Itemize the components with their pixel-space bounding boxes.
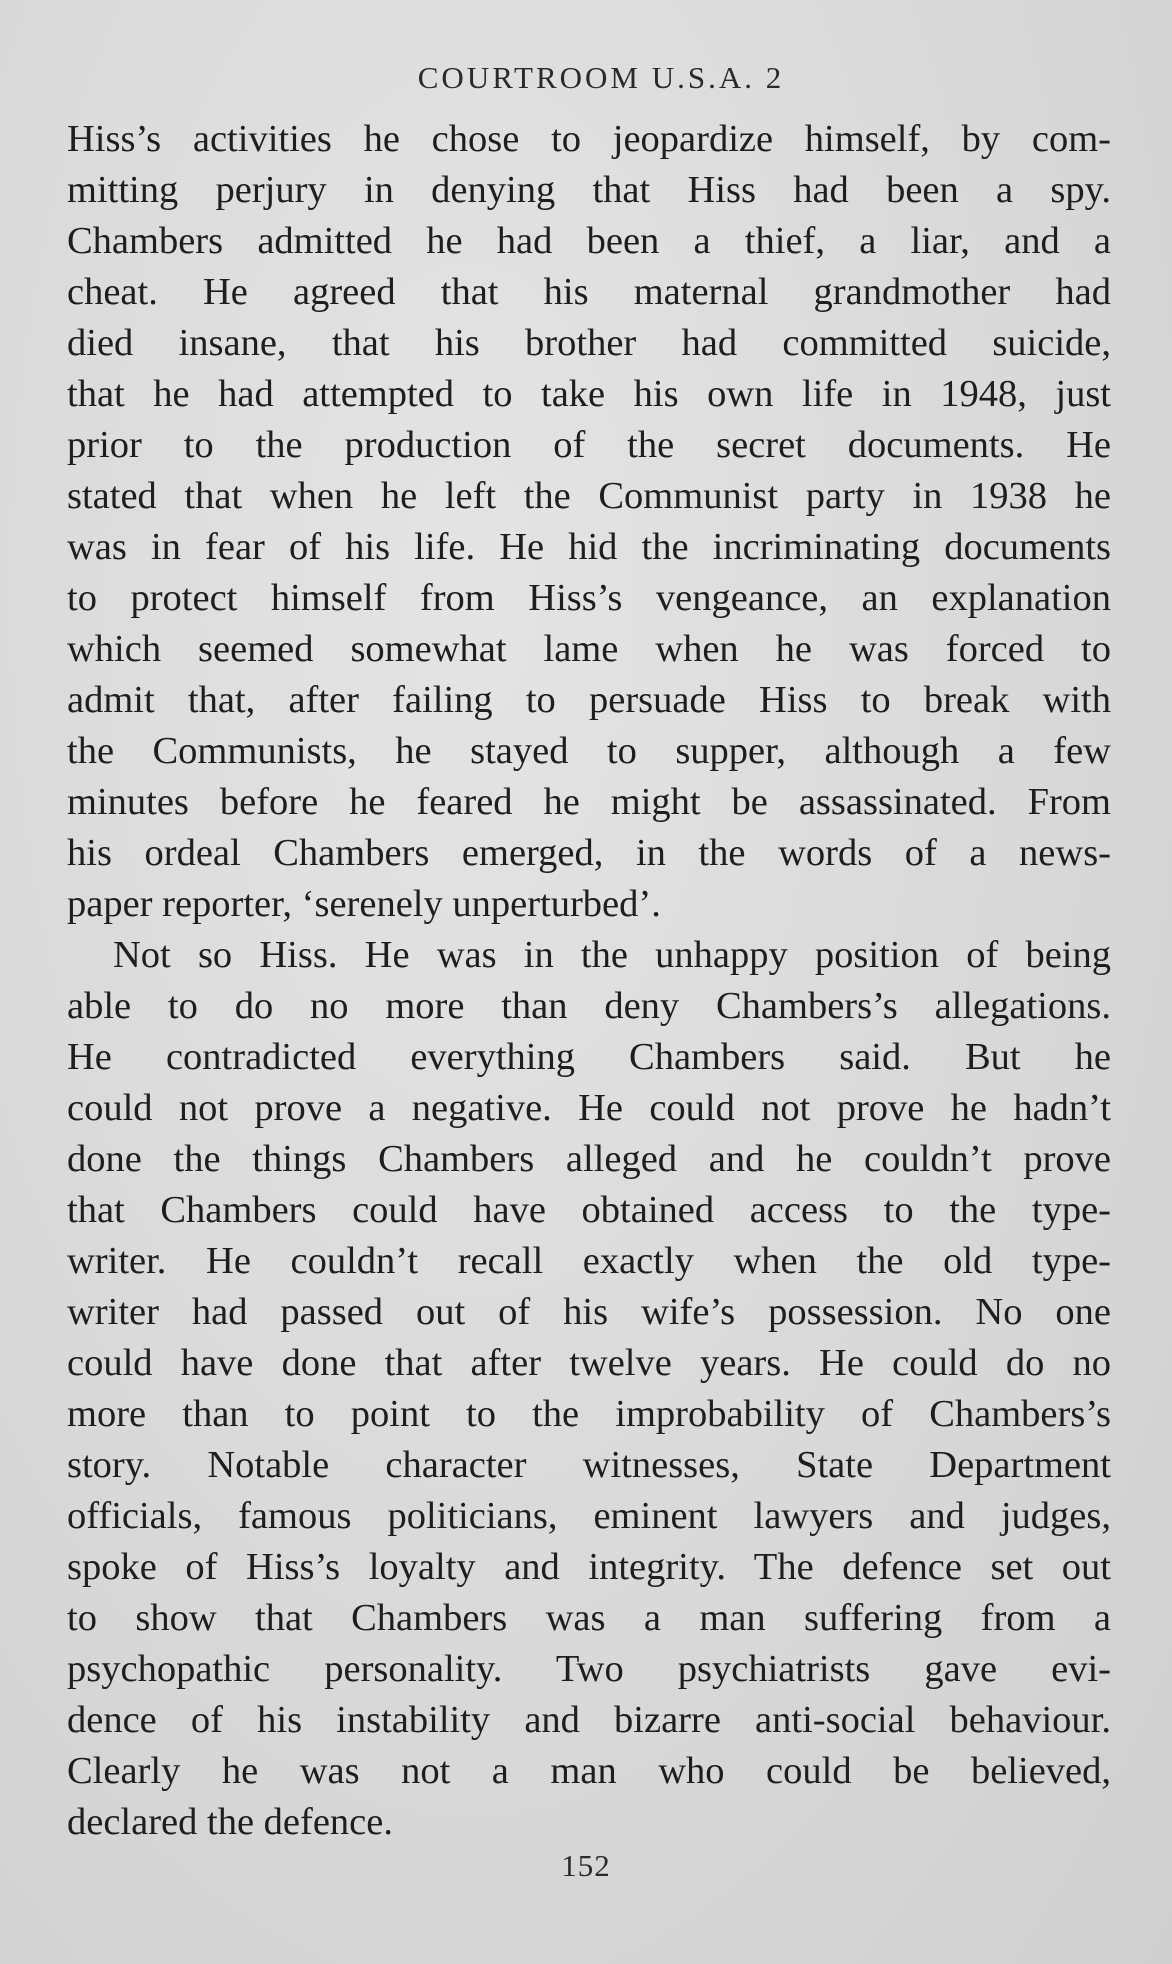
text-line: spoke of Hiss’s loyalty and integrity. The defence set out <box>67 1546 1111 1588</box>
text-line: that he had attempted to take his own life in 1948, just <box>67 373 1111 415</box>
text-line: was in fear of his life. He hid the incriminating documents <box>67 526 1111 568</box>
paragraph <box>67 114 1111 930</box>
page-number: 152 <box>561 1848 611 1883</box>
body-text <box>67 114 1111 1848</box>
running-head: COURTROOM U.S.A. 2 <box>417 60 785 95</box>
text-line: Hiss’s activities he chose to jeopardize himself, by com- <box>67 118 1111 160</box>
text-line: admit that, after failing to persuade Hiss to break with <box>67 679 1111 721</box>
text-line: could not prove a negative. He could not prove he hadn’t <box>67 1087 1111 1129</box>
book-page <box>67 52 1111 1848</box>
text-line: his ordeal Chambers emerged, in the words of a news- <box>67 832 1111 874</box>
text-line: which seemed somewhat lame when he was forced to <box>67 628 1111 670</box>
text-line: to protect himself from Hiss’s vengeance, an explanation <box>67 577 1111 619</box>
text-line: dence of his instability and bizarre anti-social behaviour. <box>67 1699 1111 1741</box>
text-line: writer. He couldn’t recall exactly when the old type- <box>67 1240 1111 1282</box>
text-line: able to do no more than deny Chambers’s allegations. <box>67 985 1111 1027</box>
text-line: more than to point to the improbability of Chambers’s <box>67 1393 1111 1435</box>
text-line: prior to the production of the secret documents. He <box>67 424 1111 466</box>
text-line: minutes before he feared he might be assassinated. From <box>67 781 1111 823</box>
text-line: psychopathic personality. Two psychiatrists gave evi- <box>67 1648 1111 1690</box>
text-line: that Chambers could have obtained access to the type- <box>67 1189 1111 1231</box>
text-line: He contradicted everything Chambers said. But he <box>67 1036 1111 1078</box>
text-line: paper reporter, ‘serenely unperturbed’. <box>67 883 661 925</box>
text-line: died insane, that his brother had committed suicide, <box>67 322 1111 364</box>
text-line: Not so Hiss. He was in the unhappy position of being <box>113 934 1111 976</box>
text-line: could have done that after twelve years. He could do no <box>67 1342 1111 1384</box>
text-line: done the things Chambers alleged and he couldn’t prove <box>67 1138 1111 1180</box>
text-line: Clearly he was not a man who could be believed, <box>67 1750 1111 1792</box>
text-line: story. Notable character witnesses, State Department <box>67 1444 1111 1486</box>
text-line: stated that when he left the Communist party in 1938 he <box>67 475 1111 517</box>
text-line: to show that Chambers was a man suffering from a <box>67 1597 1111 1639</box>
text-line: declared the defence. <box>67 1801 393 1843</box>
paragraph <box>67 930 1111 1848</box>
text-line: writer had passed out of his wife’s possession. No one <box>67 1291 1111 1333</box>
text-line: cheat. He agreed that his maternal grandmother had <box>67 271 1111 313</box>
text-line: mitting perjury in denying that Hiss had been a spy. <box>67 169 1111 211</box>
text-line: Chambers admitted he had been a thief, a liar, and a <box>67 220 1111 262</box>
text-line: the Communists, he stayed to supper, although a few <box>67 730 1111 772</box>
text-line: officials, famous politicians, eminent lawyers and judges, <box>67 1495 1111 1537</box>
